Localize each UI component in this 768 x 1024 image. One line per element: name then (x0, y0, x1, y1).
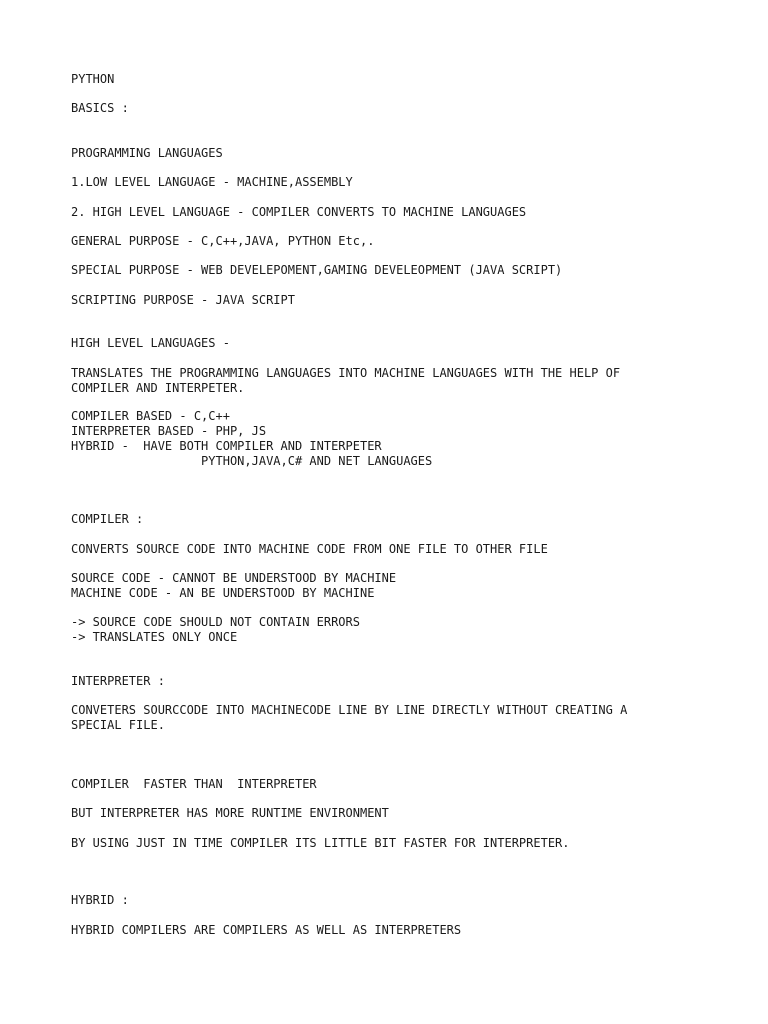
text-line: SPECIAL FILE. (71, 718, 165, 732)
text-line: SOURCE CODE - CANNOT BE UNDERSTOOD BY MACHINE (71, 571, 397, 585)
text-line: HYBRID COMPILERS ARE COMPILERS AS WELL AS INTERPRETERS (71, 923, 462, 937)
text-line: HYBRID - HAVE BOTH COMPILER AND INTERPETER (71, 439, 382, 453)
text-line: 1.LOW LEVEL LANGUAGE - MACHINE,ASSEMBLY (71, 175, 353, 189)
section-heading-interpreter: INTERPRETER : (71, 674, 165, 688)
section-heading-programming-languages: PROGRAMMING LANGUAGES (71, 146, 223, 160)
text-line: -> SOURCE CODE SHOULD NOT CONTAIN ERRORS (71, 615, 360, 629)
section-heading-high-level-languages: HIGH LEVEL LANGUAGES - (71, 336, 230, 350)
text-line: 2. HIGH LEVEL LANGUAGE - COMPILER CONVERTS TO MACHINE LANGUAGES (71, 205, 527, 219)
text-line: COMPILER BASED - C,C++ (71, 409, 230, 423)
text-line: GENERAL PURPOSE - C,C++,JAVA, PYTHON Etc,. (71, 234, 375, 248)
text-line: BY USING JUST IN TIME COMPILER ITS LITTLE BIT FASTER FOR INTERPRETER. (71, 836, 570, 850)
text-line: SPECIAL PURPOSE - WEB DEVELEPOMENT,GAMING DEVELEOPMENT (JAVA SCRIPT) (71, 263, 563, 277)
text-line: CONVERTS SOURCE CODE INTO MACHINE CODE FROM ONE FILE TO OTHER FILE (71, 542, 548, 556)
section-heading-compiler: COMPILER : (71, 512, 144, 526)
document-title: PYTHON (71, 72, 115, 86)
text-line: INTERPRETER BASED - PHP, JS (71, 424, 267, 438)
text-line: SCRIPTING PURPOSE - JAVA SCRIPT (71, 293, 295, 307)
text-line: COMPILER FASTER THAN INTERPRETER (71, 777, 317, 791)
text-line: COMPILER AND INTERPETER. (71, 381, 245, 395)
section-heading-hybrid: HYBRID : (71, 893, 129, 907)
text-line: TRANSLATES THE PROGRAMMING LANGUAGES INTO MACHINE LANGUAGES WITH THE HELP OF (71, 366, 621, 380)
text-line: -> TRANSLATES ONLY ONCE (71, 630, 238, 644)
text-line: MACHINE CODE - AN BE UNDERSTOOD BY MACHINE (71, 586, 375, 600)
section-heading-basics: BASICS : (71, 101, 129, 115)
text-line: CONVETERS SOURCCODE INTO MACHINECODE LINE BY LINE DIRECTLY WITHOUT CREATING A (71, 703, 628, 717)
text-line: PYTHON,JAVA,C# AND NET LANGUAGES (71, 454, 433, 468)
text-line: BUT INTERPRETER HAS MORE RUNTIME ENVIRONMENT (71, 806, 389, 820)
